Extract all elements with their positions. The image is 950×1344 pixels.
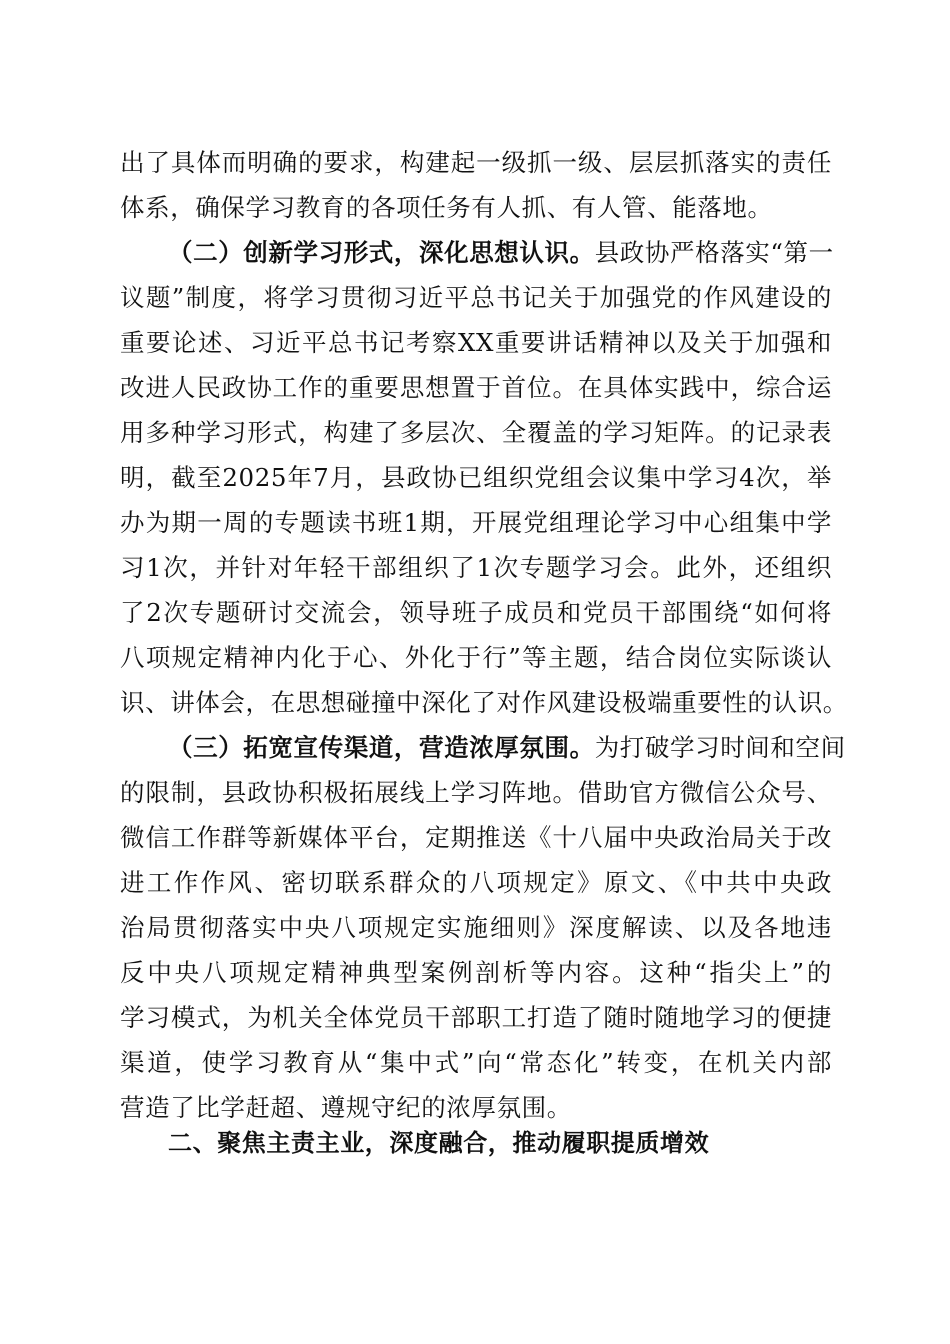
paragraph-line: 体系，确保学习教育的各项任务有人抓、有人管、能落地。 — [120, 193, 773, 222]
paragraph-line: 议题”制度，将学习贯彻习近平总书记关于加强党的作风建设的 — [120, 283, 832, 312]
paragraph-line-lead — [168, 238, 832, 268]
paragraph-lead-bold: （三）拓宽宣传渠道，营造浓厚氛围。 — [168, 733, 595, 762]
paragraph-line: 八项规定精神内化于心、外化于行”等主题，结合岗位实际谈认 — [120, 643, 832, 672]
section-heading: 二、聚焦主责主业，深度融合，推动履职提质增效 — [168, 1129, 710, 1157]
paragraph-line: 了2次专题研讨交流会，领导班子成员和党员干部围绕“如何将 — [120, 598, 832, 627]
paragraph-lead-rest: 县政协严格落实“第一 — [594, 238, 834, 267]
paragraph-line: 的限制，县政协积极拓展线上学习阵地。借助官方微信公众号、 — [120, 778, 832, 807]
paragraph-line: 习1次，并针对年轻干部组织了1次专题学习会。此外，还组织 — [120, 553, 832, 582]
paragraph-line: 出了具体而明确的要求，构建起一级抓一级、层层抓落实的责任 — [120, 148, 832, 177]
paragraph-line: 营造了比学赶超、遵规守纪的浓厚氛围。 — [120, 1093, 572, 1122]
paragraph-lead-bold: （二）创新学习形式，深化思想认识。 — [168, 238, 595, 267]
paragraph-line: 明，截至2025年7月，县政协已组织党组会议集中学习4次，举 — [120, 463, 832, 492]
paragraph-line: 进工作作风、密切联系群众的八项规定》原文、《中共中央政 — [120, 868, 832, 897]
paragraph-line: 渠道，使学习教育从“集中式”向“常态化”转变，在机关内部 — [120, 1048, 832, 1077]
paragraph-line: 学习模式，为机关全体党员干部职工打造了随时随地学习的便捷 — [120, 1003, 832, 1032]
paragraph-lead-rest: 为打破学习时间和空间 — [594, 733, 846, 762]
paragraph-line: 反中央八项规定精神典型案例剖析等内容。这种“指尖上”的 — [120, 958, 832, 987]
paragraph-line: 改进人民政协工作的重要思想置于首位。在具体实践中，综合运 — [120, 373, 832, 402]
paragraph-line: 用多种学习形式，构建了多层次、全覆盖的学习矩阵。的记录表 — [120, 418, 832, 447]
paragraph-line: 重要论述、习近平总书记考察XX重要讲话精神以及关于加强和 — [120, 328, 832, 357]
paragraph-line: 微信工作群等新媒体平台，定期推送《十八届中央政治局关于改 — [120, 823, 832, 852]
paragraph-line: 识、讲体会，在思想碰撞中深化了对作风建设极端重要性的认识。 — [120, 688, 848, 717]
paragraph-line-lead — [168, 733, 846, 763]
paragraph-line: 办为期一周的专题读书班1期，开展党组理论学习中心组集中学 — [120, 508, 832, 537]
paragraph-line: 治局贯彻落实中央八项规定实施细则》深度解读、以及各地违 — [120, 913, 832, 942]
